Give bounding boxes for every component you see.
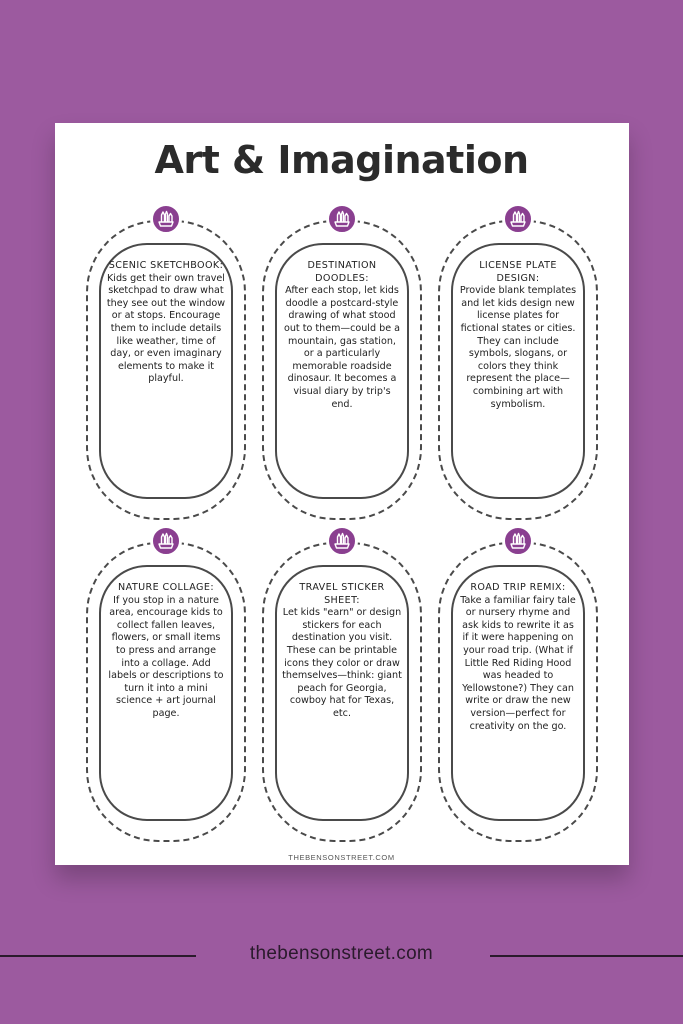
card-text: [106, 582, 226, 721]
card-text: [282, 260, 402, 411]
page-title: Art & Imagination: [154, 138, 529, 182]
card-heading: SCENIC SKETCHBOOK:: [108, 260, 224, 271]
card-heading: DESTINATION DOODLES:: [307, 260, 377, 284]
card-body: If you stop in a nature area, encourage kids to collect fallen leaves, flowers, or small items to press and arrange into a collage. Add labels or descriptions to turn it into a mini science + art journal page.: [108, 594, 224, 719]
card-text: [106, 260, 226, 386]
card-body: Provide blank templates and let kids design new license plates for fictional states or cities. They can include symbols, slogans, or colors they think represent the place—combining art with symbolism.: [459, 285, 577, 410]
art-supplies-icon: [502, 525, 534, 557]
card-heading: ROAD TRIP REMIX:: [470, 582, 566, 593]
card-body: Kids get their own travel sketchpad to draw what they see out the window or at stops. Encourage them to include details like weather, time of day, or even imaginary elements to make it playful.: [106, 272, 226, 385]
sheet-footer-credit: THEBENSONSTREET.COM: [288, 853, 395, 862]
card-body: Let kids "earn" or design stickers for each destination you visit. These can be printable icons they color or draw themselves—think: giant peach for Georgia, cowboy hat for Texas, etc.: [282, 607, 402, 719]
card-text: [282, 582, 402, 721]
card-text: [458, 260, 578, 411]
card-heading: TRAVEL STICKER SHEET:: [299, 582, 385, 606]
site-url-link[interactable]: thebensonstreet.com: [249, 943, 434, 964]
activity-card: [86, 542, 246, 842]
art-supplies-icon: [502, 203, 534, 235]
card-heading: LICENSE PLATE DESIGN:: [479, 260, 557, 284]
art-supplies-icon: [326, 203, 358, 235]
activity-card: [86, 220, 246, 520]
divider-line-right: [490, 955, 683, 957]
art-supplies-icon: [150, 525, 182, 557]
art-supplies-icon: [326, 525, 358, 557]
activity-card: [262, 220, 422, 520]
activity-card: [262, 542, 422, 842]
card-body: After each stop, let kids doodle a postcard-style drawing of what stood out to them—could be a mountain, gas station, or a particularly memorable roadside dinosaur. It becomes a visual diary by trip's end.: [283, 285, 401, 410]
card-heading: NATURE COLLAGE:: [118, 582, 214, 593]
card-text: [458, 582, 578, 733]
activity-card: [438, 542, 598, 842]
art-supplies-icon: [150, 203, 182, 235]
card-body: Take a familiar fairy tale or nursery rhyme and ask kids to rewrite it as if it were happening on your road trip. (What if Little Red Riding Hood was headed to Yellowstone?) They can write or draw the new version—perfect for creativity on the go.: [460, 594, 576, 732]
activity-card: [438, 220, 598, 520]
